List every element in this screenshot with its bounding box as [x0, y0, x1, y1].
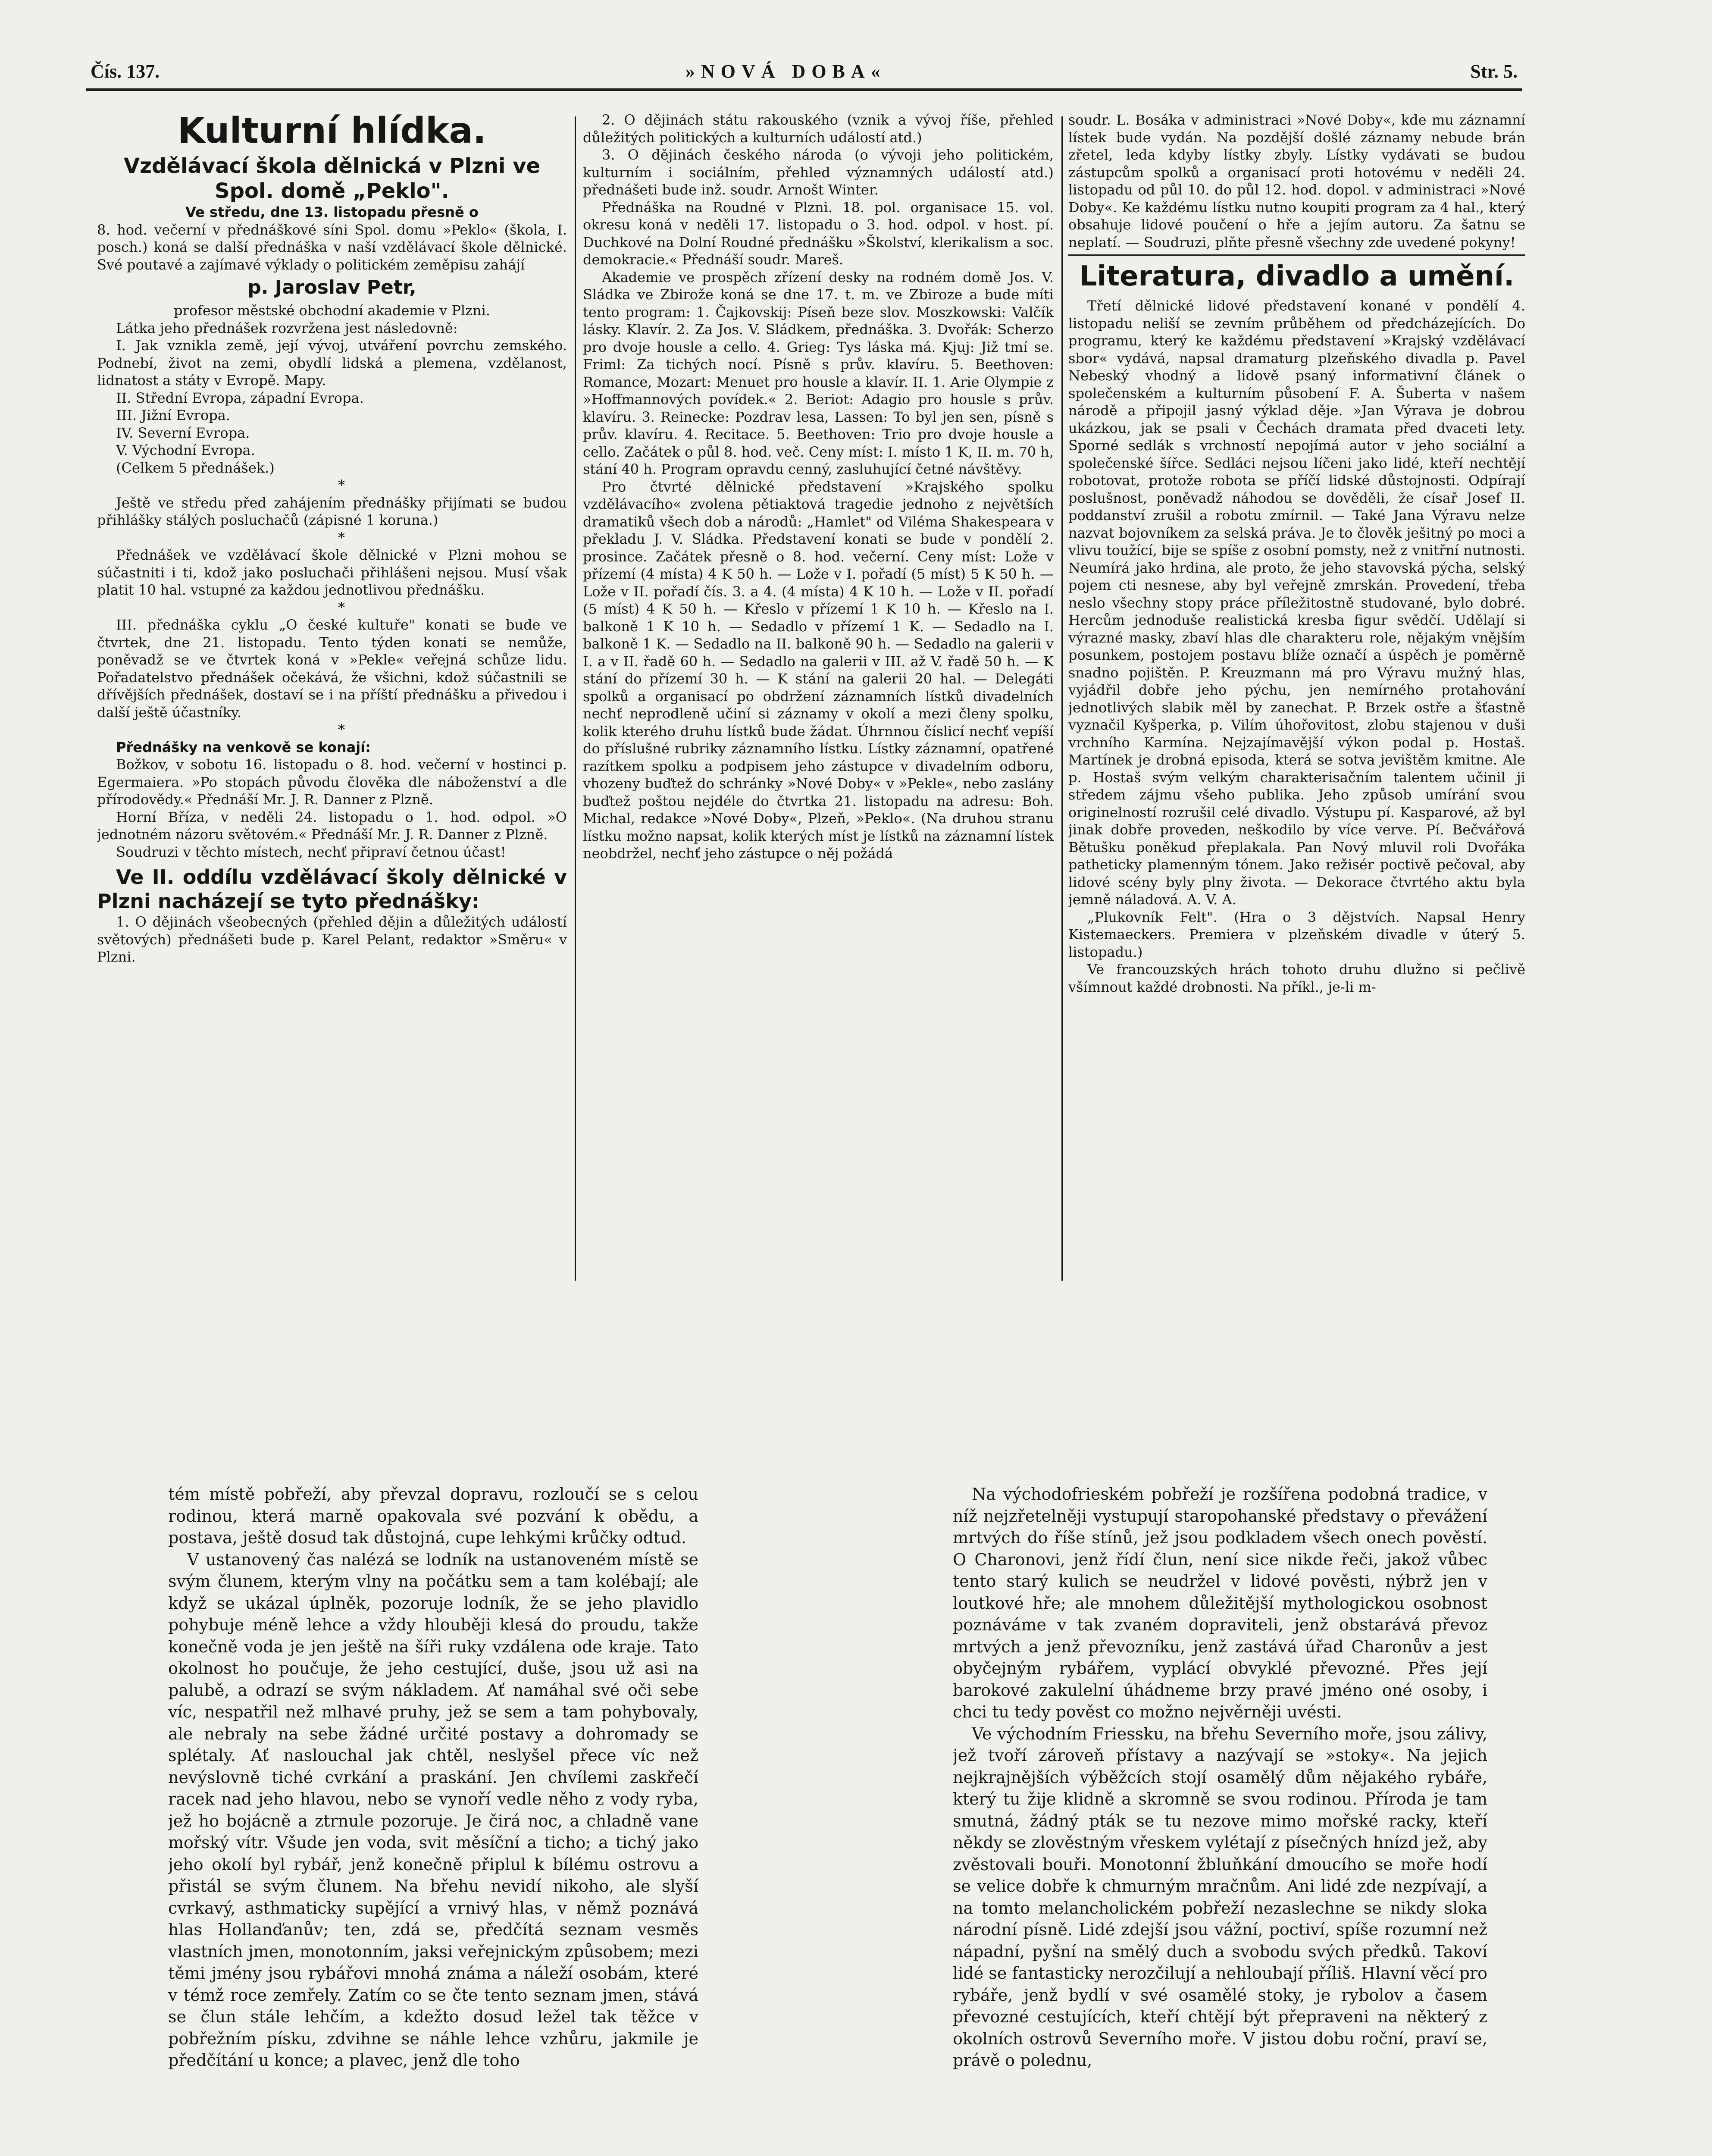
oddil-lecture-1: 1. O dějinách všeobecných (přehled dějin a důležitých událostí světových) přednášeti bude p. Karel Pelant, redaktor »Směru« v Plzni.: [97, 914, 567, 965]
column-rule-2: [1061, 116, 1063, 1281]
third-lecture-paragraph: III. přednáška cyklu „O české kultuře" konati se bude ve čtvrtek, dne 21. listopadu. Tento týden konati se nemůže, poněvadž se ve čtvrtek koná v »Pekle« veřejná schůze lidu. Pořadatelstvo přednášek očekává, že všichni, kdož súčastnili se dřívějších přednášek, dostaví se i na příští přednášku a přivedou i další ještě účastníky.: [97, 617, 567, 721]
venkov-bozkov: Božkov, v sobotu 16. listopadu o 8. hod. večerní v hostinci p. Egermaiera. »Po stopách původu člověka dle náboženství a dle přírodovědy.« Přednáší Mr. J. R. Danner z Plzně.: [97, 756, 567, 808]
school-lectures-paragraph: Přednášek ve vzdělávací škole dělnické v Plzni mohou se súčastniti i ti, kdož jako posluchači přihlášeni nejsou. Musí však platit 10 hal. vstupné za každou jednotlivou přednášku.: [97, 547, 567, 598]
roudna-lecture: Přednáška na Roudné v Plzni. 18. pol. organisace 15. vol. okresu koná v neděli 17. listopadu o 3. hod. odpol. v host. pí. Duchkové na Dolní Roudné přednášku »Školství, klerikalism a soc. demokracie.« Přednáší soudr. Mareš.: [583, 199, 1054, 268]
separator-star: *: [338, 529, 345, 546]
lecture-plan-2: II. Střední Evropa, západní Evropa.: [116, 389, 364, 406]
section-rule: [1068, 254, 1525, 256]
lecturer-role: profesor městské obchodní akademie v Plzni.: [173, 302, 491, 319]
separator-star: *: [338, 477, 345, 493]
header-rule: [86, 88, 1522, 91]
lecture-plan-3: III. Jižní Evropa.: [116, 407, 230, 423]
lecture-plan-total: (Celkem 5 přednášek.): [116, 459, 275, 476]
plukovnik-review: Ve francouzských hrách tohoto druhu dlužno si pečlivě všímnout každé drobnosti. Na příkl., je-li m-: [1068, 961, 1525, 995]
school-heading: Vzdělávací škola dělnická v Plzni ve Spol. domě „Peklo".: [123, 154, 541, 203]
oddil-lecture-3: 3. O dějinách českého národa (o vývoji jeho politickém, kulturním i sociálním, přehled významných událostí atd.) přednášeti bude inž. soudr. Arnošt Winter.: [583, 147, 1054, 198]
lecture-plan-1: I. Jak vznikla země, její vývoj, utváření povrchu zemského. Podnebí, život na zemi, obydlí lidská a plemena, vzdělanost, lidnatost a státy v Evropě. Mapy.: [97, 337, 567, 389]
latka-line: Látka jeho přednášek rozvržena jest následovně:: [116, 320, 458, 336]
venkov-heading: Přednášky na venkově se konají:: [116, 739, 371, 755]
issue-number: Čís. 137.: [91, 61, 160, 82]
literature-title: Literatura, divadlo a umění.: [1079, 260, 1515, 292]
sladek-academy: Akademie ve prospěch zřízení desky na rodném domě Jos. V. Sládka ve Zbirože koná se dne 17. t. m. ve Zbiroze a bude míti tento program: 1. Čajkovskij: Píseň beze slov. Moszkowski: Valčík lásky. Klavír. 2. Za Jos. V. Sládkem, přednáška. 3. Dvořák: Scherzo pro dvoje housle a cello. 4. Grieg: Tys láska má. Kjuj: Již tmí se. Friml: Za tichých nocí. Písně s prův. klavíru. 5. Beethoven: Romance, Mozart: Menuet pro housle a klavír. II. 1. Arie Olympie z »Hoffmannových povídek.« 2. Beriot: Adagio pro housle s prův. klavíru. 3. Reinecke: Pozdrav lesa, Lassen: To byl jen sen, písně s prův. klavíru. 4. Recitace. 5. Beethoven: Trio pro dvoje housle a cello. Začátek o půl 8. hod. več. Ceny míst: I. místo 1 K, II. m. 70 h, stání 40 h. Program opravdu cenný, zasluhující četné návštěvy.: [583, 269, 1054, 477]
book-right-paragraph-1: Na východofrieském pobřeží je rozšířena podobná tradice, v níž nejzřetelněji vystupují staropohanské představy o převážení mrtvých do říše stínů, jež jsou podkladem všech onech pověstí. O Charonovi, jenž řídí člun, není sice nikde řeči, jakož vůbec tento starý kulich se neudržel v lidové pověsti, nýbrž jen v loutkové hře; ale mnohem důležitější mythologickou osobnost poznáváme v tak zvaném dopraviteli, jenž obstarává převoz mrtvých a jenž převozníku, jenž zastává úřad Charonův a jest obyčejným rybářem, vyplácí obvyklé převozné. Přes její barokové zakulelní úhádneme brzy pravé jméno oné osoby, i chci tu tedy pověst co možno nejvěrněji uvésti.: [953, 1485, 1487, 1721]
book-page-right: [953, 1483, 1487, 2156]
date-line: Ve středu, dne 13. listopadu přesně o: [185, 204, 479, 220]
separator-star: *: [338, 599, 345, 616]
book-right-paragraph-2: Ve východním Friessku, na břehu Severního moře, jsou zálivy, jež tvoří zároveň přístavy a nazývají se »stoky«. Na jejich nejkrajnějších výběžcích stojí osamělý dům nějakého rybáře, který tu žije klidně a skromně se svou rodinou. Příroda je tam smutná, žádný pták se tu nezove mimo mořské racky, kteří někdy se zlověstným vřeskem vylétají z písečných hnízd jež, aby zvěstovali bouři. Monotonní žbluňkání dmoucího se moře hodí se velice dobře k chmurným mračnům. Ani lidé zde nezpívají, a na tomto melancholickém pobřeží nezaslechne se nikdy sloka národní písně. Lidé zdejší jsou vážní, poctiví, spíše rozumní než nápadní, pyšní na smělý duch a svobodu svých předků. Takoví lidé se fantasticky nerozčilují a nehloubají příliš. Hlavní věcí pro rybáře, jenž bydlí v své osamělé stoky, je rybolov a časem převozné cestujících, kteří chtějí být přepraveni na některý z okolních ostrovů Severního moře. V jistou dobu roční, praví se, právě o polednu,: [953, 1724, 1487, 2070]
soudruzi-line: Soudruzi v těchto místech, nechť připraví četnou účast!: [116, 843, 506, 860]
fourth-performance: Pro čtvrté dělnické představení »Krajského spolku vzdělávacího« zvolena pětiaktová tragedie jednoho z největších dramatiků všech dob a národů: „Hamlet" od Viléma Shakespeara v překladu J. V. Sládka. Představení konati se bude v pondělí 2. prosince. Začátek přesně o 8. hod. večerní. Ceny míst: Lože v přízemí (4 místa) 4 K 50 h. — Lože v I. pořadí (5 míst) 5 K 50 h. — Lože v II. pořadí čís. 3. a 4. (4 místa) 4 K 10 h. — Lože v II. pořadí (5 míst) 4 K 50 h. — Křeslo v přízemí 1 K 10 h. — Křeslo na I. balkoně 1 K 10 h. — Sedadlo v přízemí 1 K. — Sedadlo na I. balkoně 1 K. — Sedadlo na II. balkoně 90 h. — Sedadlo na galerii v I. a v II. řadě 60 h. — Sedadlo na galerii v III. až V. řadě 50 h. — K stání do přízemí 30 h. — K stání na galerii 20 hal. — Delegáti spolků a organisací po obdržení záznamních lístků divadelních nechť neprodleně učiní si záznamy v okolí a mezi členy spolku, kolik kterého druhu lístků bude žádat. Úhrnnou číslicí nechť vepíší do příslušné rubriky záznamního lístku. Lístky záznamní, opatřené razítkem spolku a podpisem jeho zástupce v divadelním odboru, vhozeny buďtež do schránky »Nové Doby« v »Pekle«, nebo zaslány buďtež poštou nejdéle do čtvrtka 21. listopadu na adresu: Boh. Michal, redakce »Nové Doby«, Plzeň, »Peklo«. (Na druhou stranu lístku možno napsat, kolik kterých míst je lístků na záznamní lístek neobdržel, nechť jeho zástupce o něj požádá: [583, 478, 1054, 862]
lecture-plan-4: IV. Severní Evropa.: [116, 424, 250, 441]
tickets-continued: soudr. L. Bosáka v administraci »Nové Doby«, kde mu záznamní lístek bude vydán. Na pozdější došlé záznamy nebude brán zřetel, leda kdyby lístky zbyly. Lístky vydávati se budou zástupcům spolků a organisací proti hotovému v neděli 24. listopadu od půl 10. do půl 12. hod. dopol. v administraci »Nové Doby«. Ke každému lístku nutno koupiti program za 4 hal., který obsahuje lidové poučení o hře a jejím autoru. Za šatnu se neplatí. — Soudruzi, plňte přesně všechny zde uvedené pokyny!: [1068, 112, 1525, 251]
plukovnik-heading: „Plukovník Felt". (Hra o 3 dějstvích. Napsal Henry Kistemaeckers. Premiera v plzeňském divadle v úterý 5. listopadu.): [1068, 909, 1525, 960]
third-performance-review: Třetí dělnické lidové představení konané v pondělí 4. listopadu neliší se zevním průběhem od předcházejících. Do programu, který ke každému představení »Krajský vzdělávací sbor« vydává, napsal dramaturg plzeňského divadla p. Pavel Nebeský vhodný a lidově psaný informativní článek o společenském a kulturním působení F. A. Šuberta v našem národě a připojil jasný výklad děje. »Jan Výrava je dobrou ukázkou, jak se psali v Čechách dramata před dvaceti lety. Sporné sedlák s vrchností nepojímá autor v jeho sociální a společenské šířce. Sedláci nejsou líčeni jako lidé, kteří nechtějí robotovat, protože robota se příčí lidské důstojnosti. Odpírají poslušnost, poněvadž náhodou se dověděli, že císař Josef II. poddanství zrušil a robotu zmírnil. — Také Jana Výravu nelze nazvat bojovníkem za selská práva. Je to člověk ješitný po moci a vlivu toužící, bije se spíše z osobní pomsty, než z vnitřní nutnosti. Neumírá jako hrdina, ale proto, že jeho stavovská pýcha, selský pojem cti nesnese, aby byl veřejně zmrskán. Provedení, třeba neslo všechny stopy práce příležitostně studované, bylo dobré. Hercům jednoduše realistická kresba figur svědčí. Udělají si výrazné masky, zbaví hlas dle charakteru role, nějakým vnějším posunkem, postojem postavu blíže označí a úspěch je poměrně snadno pojištěn. P. Kreuzmann má pro Výravu mužný hlas, vyjádřil dobře jeho pýchu, jen nemírného protahování jednotlivých slabik měl by zanechat. P. Brzek ostře a šťastně vyznačil Kyšperka, p. Vilím úhořovitost, zlobu stajenou v duši vrchního Karmína. Nejzajímavější výkon podal p. Hostaš. Martínek je drobná episoda, která se sotva jevištěm kmitne. Ale p. Hostaš svým velkým charakterisačním talentem učinil ji středem zájmu všeho publika. Jeho způsob umírání svou originelností rozrušil celé divadlo. Výstupu pí. Kasparové, až byl jinak dobře proveden, neškodilo by více verve. Pí. Bečvářová Bětušku poněkud přeplakala. Pan Nový mluvil roli Dvořáka patheticky plamenným tónem. Jako režisér poctivě pečoval, aby lidové scény byly plny života. — Dekorace čtvrtého aktu byla jemně náladová. A. V. A.: [1068, 298, 1525, 908]
register-paragraph: Ještě ve středu před zahájením přednášky přijímati se budou přihlášky stálých posluchačů (zápisné 1 koruna.): [97, 494, 567, 528]
book-page-left: [168, 1483, 698, 2156]
newspaper-title: »NOVÁ DOBA«: [685, 61, 886, 82]
column-kulturni-hlidka: [97, 111, 567, 1293]
book-left-paragraph-2: V ustanovený čas nalézá se lodník na ustanoveném místě se svým člunem, kterým vlny na počátku sem a tam kolébají; ale když se ukázal úplněk, pozoruje lodník, že se jeho plavidlo pohybuje méně lehce a vždy hlouběji klesá do proudu, takže konečně voda je jen ještě na šíři ruky vzdálena ode kraje. Tato okolnost ho poučuje, že jeho cestující, duše, jsou už asi na palubě, a odrazí se svým nákladem. Ať namáhal své oči sebe víc, nespatřil než mlhavé pruhy, jež se sem a tam pohybovaly, ale nebraly na sebe žádné určité postavy a dohromady se splétaly. Ať naslouchal jak chtěl, neslyšel přece víc než nevýslovně tiché cvrkání a praskání. Jen chvílemi zaskřečí racek nad jeho hlavou, nebo se vynoří vedle něho z vody ryba, jež ho bojácně a ztrnule pozoruje. Je čirá noc, a chladně vane mořský vítr. Všude jen voda, svit měsíční a ticho; a tichý jako jeho okolí byl rybář, jenž konečně připlul k bílému ostrovu a přistál se svým člunem. Na břehu nevidí nikoho, ale slyší cvrkavý, asthmaticky supějící a vrnivý hlas, v němž poznává hlas Hollanďanův; ten, zdá se, předčítá seznam vesměs vlastních jmen, monotonním, jaksi veřejnickým způsobem; mezi těmi jmény jsou rybářovi mnohá známa a náleží osobám, které v témž roce zemřely. Zatím co se čte tento seznam jmen, stává se člun stále lehčím, a kdežto dosud ležel tak těžce v pobřežním písku, zdvihne se náhle lehce vzhůru, jakmile je předčítání u konce; a plavec, jenž dle toho: [168, 1550, 698, 2070]
oddil-heading: Ve II. oddílu vzdělávací školy dělnické v Plzni nacházejí se tyto přednášky:: [97, 865, 567, 913]
page-header: [91, 60, 1518, 87]
lecturer-name: p. Jaroslav Petr,: [247, 276, 416, 298]
column-lectures-continued: [583, 111, 1054, 1293]
column-rule-1: [575, 116, 576, 1281]
page-number: Str. 5.: [1470, 61, 1518, 82]
book-left-paragraph-1: tém místě pobřeží, aby převzal dopravu, rozloučí se s celou rodinou, která marně opakovala své pozvání k obědu, a postava, ještě dosud tak důstojná, cupe lehkými krůčky odtud.: [168, 1485, 698, 1547]
venkov-horni-briza: Horní Bříza, v neděli 24. listopadu o 1. hod. odpol. »O jednotném názoru světovém.« Přednáší Mr. J. R. Danner z Plzně.: [97, 808, 567, 843]
separator-star: *: [338, 721, 345, 738]
lecture-plan-5: V. Východní Evropa.: [116, 442, 255, 458]
column-literature: [1068, 111, 1525, 1293]
intro-paragraph: 8. hod. večerní v přednáškové síni Spol. domu »Peklo« (škola, I. posch.) koná se další přednáška v naší vzdělávací škole dělnické. Své poutavé a zajímavé výklady o politickém zeměpisu zahájí: [97, 221, 567, 273]
oddil-lecture-2: 2. O dějinách státu rakouského (vznik a vývoj říše, přehled důležitých politických a kulturních událostí atd.): [583, 112, 1054, 146]
section-title: Kulturní hlídka.: [178, 111, 486, 151]
